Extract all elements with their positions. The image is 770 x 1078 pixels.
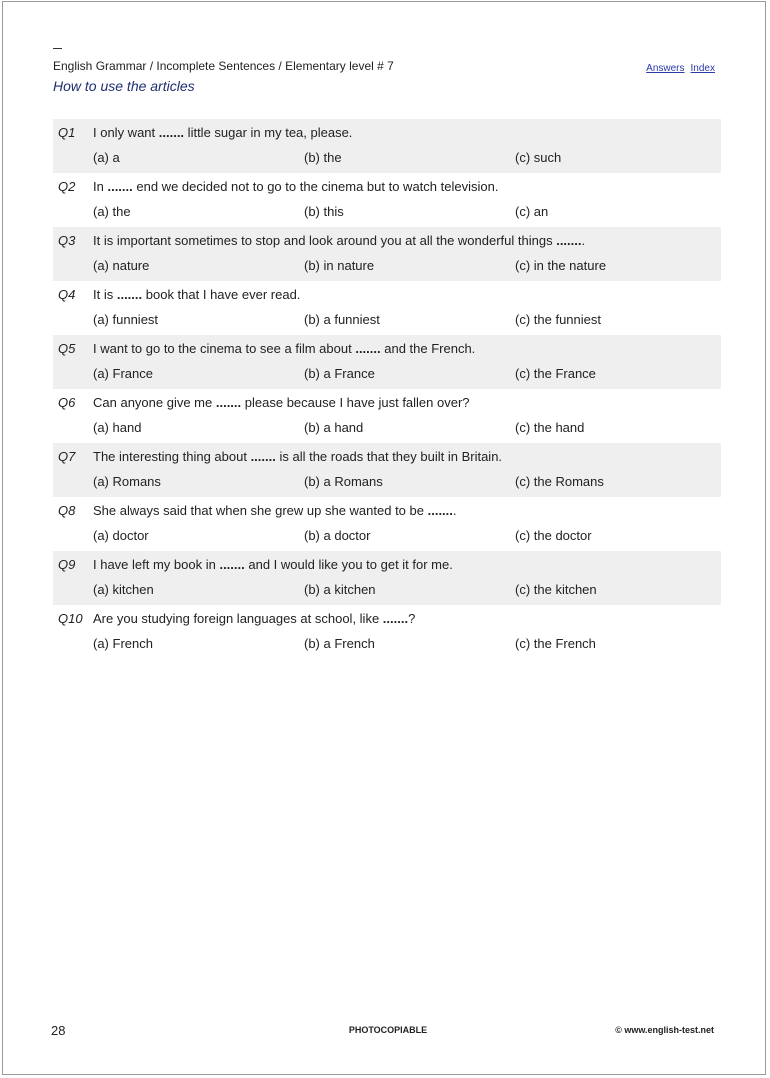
question-list [53,119,721,659]
question-row [53,281,721,335]
stem-after: please because I have just fallen over? [241,395,470,410]
question-stem [93,125,352,140]
stem-before: Are you studying foreign languages at school, like [93,611,383,626]
stem-before: It is [93,287,117,302]
option-b[interactable]: (b) a hand [304,420,364,435]
option-a[interactable]: (a) funniest [93,312,159,327]
stem-after: ? [408,611,416,626]
stem-blank: ....... [116,287,143,302]
option-b[interactable]: (b) a kitchen [304,582,376,597]
question-stem [93,233,585,248]
question-row [53,551,721,605]
stem-blank: ....... [382,611,409,626]
stem-blank: ....... [219,557,245,572]
option-a[interactable]: (a) the [93,204,131,219]
question-stem [93,287,300,302]
page-subtitle: How to use the articles [53,78,195,94]
option-c[interactable]: (c) the funniest [515,312,601,327]
question-stem [93,179,498,194]
stem-after: end we decided not to go to the cinema but to watch television. [132,179,499,194]
question-number: Q1 [58,125,76,140]
question-row [53,605,721,659]
option-c[interactable]: (c) the French [515,636,596,651]
option-b[interactable]: (b) a French [304,636,375,651]
option-b[interactable]: (b) a doctor [304,528,371,543]
answers-link[interactable]: Answers [646,63,685,74]
option-b[interactable]: (b) a funniest [304,312,380,327]
breadcrumb: English Grammar / Incomplete Sentences / Elementary level # 7 [53,59,394,73]
question-number: Q6 [58,395,76,410]
stem-after: and I would like you to get it for me. [244,557,453,572]
question-row [53,335,721,389]
stem-before: The interesting thing about [93,449,251,464]
option-c[interactable]: (c) such [515,150,562,165]
option-b[interactable]: (b) a Romans [304,474,383,489]
copyright-website: © www.english-test.net [615,1025,714,1035]
stem-after: . [581,233,586,248]
question-row [53,173,721,227]
question-number: Q2 [58,179,76,194]
option-b[interactable]: (b) the [304,150,342,165]
option-b[interactable]: (b) this [304,204,344,219]
stem-blank: ....... [355,341,381,356]
question-stem [93,503,457,518]
question-stem [93,611,415,626]
stem-blank: ....... [556,233,582,248]
question-row [53,119,721,173]
stem-after: and the French. [380,341,476,356]
option-a[interactable]: (a) doctor [93,528,149,543]
question-number: Q5 [58,341,76,356]
question-row [53,389,721,443]
stem-blank: ....... [427,503,453,518]
question-stem [93,341,475,356]
option-a[interactable]: (a) Romans [93,474,161,489]
option-c[interactable]: (c) in the nature [515,258,607,273]
page-number: 28 [51,1023,66,1038]
question-stem [93,557,453,572]
stem-after: . [452,503,457,518]
question-number: Q4 [58,287,76,302]
question-number: Q7 [58,449,76,464]
stem-before: I only want [93,125,159,140]
stem-blank: ....... [158,125,185,140]
option-a[interactable]: (a) kitchen [93,582,154,597]
question-stem [93,395,470,410]
question-number: Q10 [58,611,83,626]
question-number: Q8 [58,503,76,518]
option-b[interactable]: (b) in nature [304,258,375,273]
option-a[interactable]: (a) a [93,150,120,165]
question-row [53,497,721,551]
stem-before: It is important sometimes to stop and look around you at all the wonderful things [93,233,557,248]
stem-after: book that I have ever read. [142,287,301,302]
option-c[interactable]: (c) the hand [515,420,585,435]
stem-before: In [93,179,108,194]
photocopiable-label: PHOTOCOPIABLE [348,1025,428,1035]
question-number: Q9 [58,557,76,572]
option-c[interactable]: (c) an [515,204,549,219]
option-b[interactable]: (b) a France [304,366,375,381]
option-a[interactable]: (a) nature [93,258,150,273]
option-a[interactable]: (a) France [93,366,153,381]
stem-before: I have left my book in [93,557,220,572]
question-row [53,443,721,497]
stem-before: She always said that when she grew up she wanted to be [93,503,428,518]
stem-blank: ....... [215,395,242,410]
stem-blank: ....... [107,179,133,194]
question-stem [93,449,502,464]
stem-before: Can anyone give me [93,395,216,410]
question-number: Q3 [58,233,76,248]
stem-blank: ....... [250,449,276,464]
stem-after: is all the roads that they built in Britain. [275,449,503,464]
stem-after: little sugar in my tea, please. [184,125,353,140]
option-a[interactable]: (a) hand [93,420,142,435]
header-dash [53,48,62,49]
top-links [646,63,715,74]
option-c[interactable]: (c) the Romans [515,474,604,489]
index-link[interactable]: Index [690,63,715,74]
option-c[interactable]: (c) the kitchen [515,582,597,597]
option-c[interactable]: (c) the doctor [515,528,592,543]
option-a[interactable]: (a) French [93,636,153,651]
option-c[interactable]: (c) the France [515,366,596,381]
question-row [53,227,721,281]
stem-before: I want to go to the cinema to see a film about [93,341,356,356]
document-page [2,1,766,1075]
